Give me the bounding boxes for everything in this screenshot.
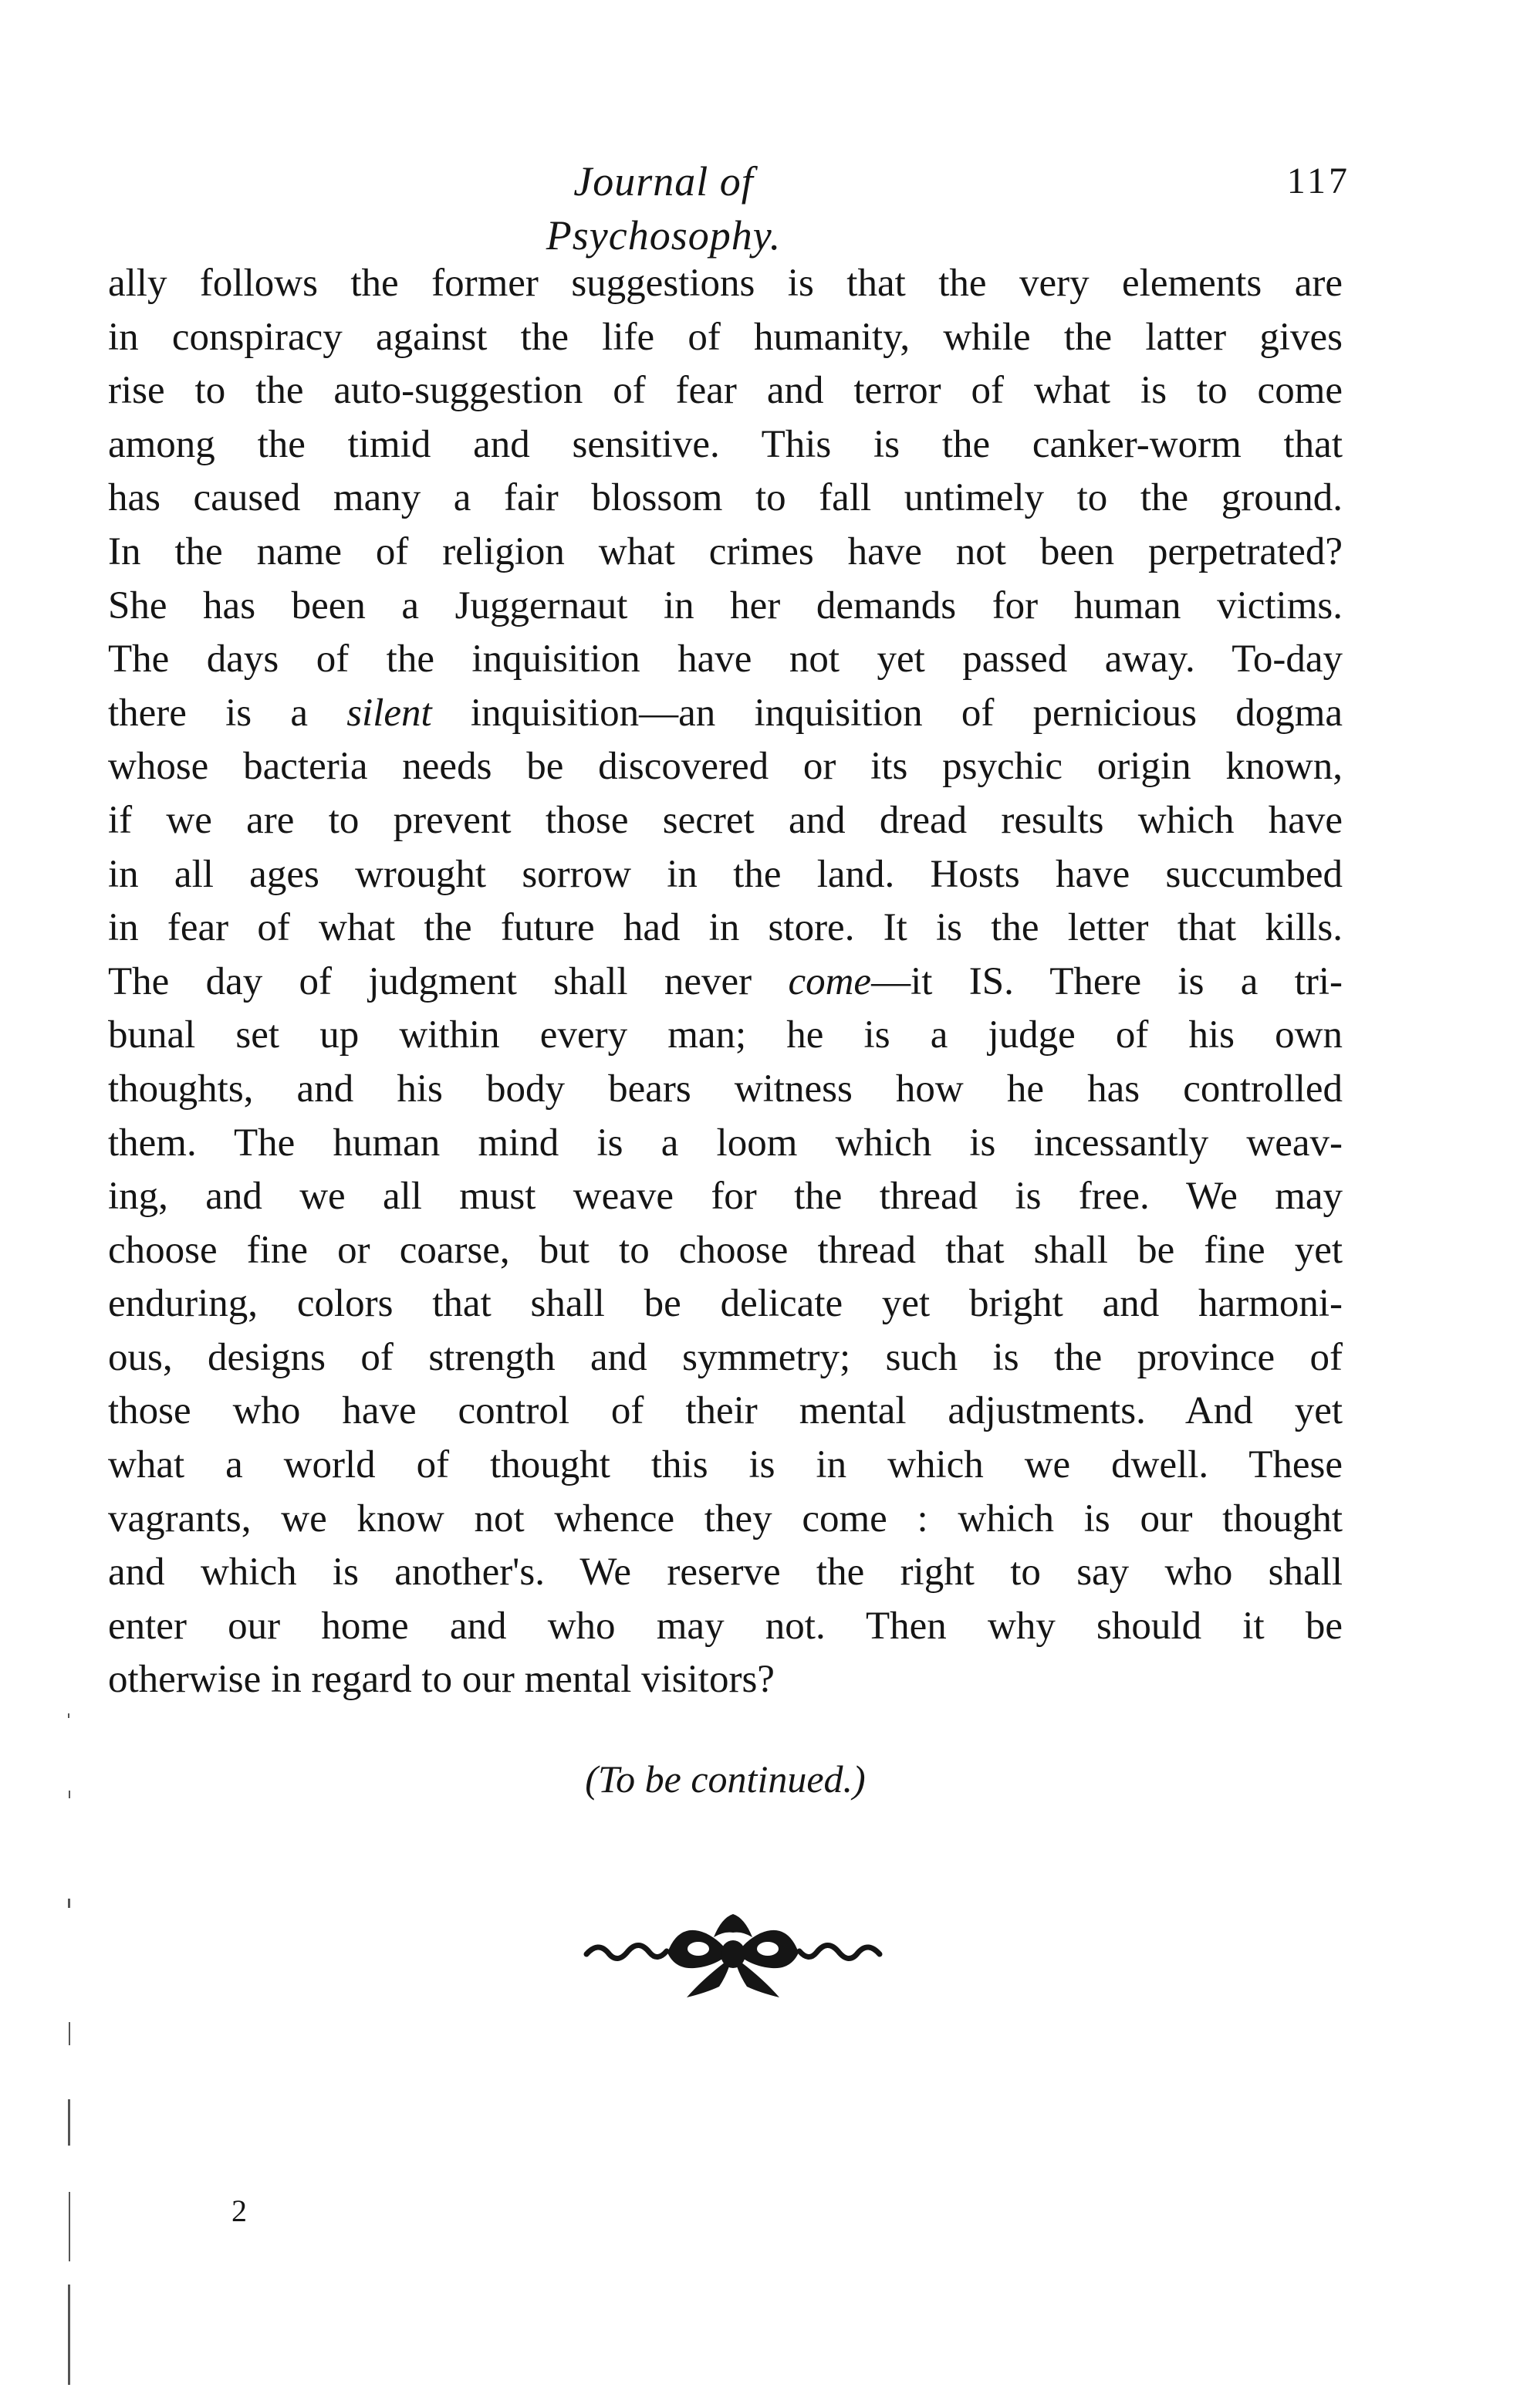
text-line: in fear of what the future had in store. It is the letter that kills. xyxy=(108,906,1343,950)
text-line: those who have control of their mental adjustments. And yet xyxy=(108,1389,1343,1433)
text-line: thoughts, and his body bears witness how he has controlled xyxy=(108,1067,1343,1111)
text-line: has caused many a fair blossom to fall untimely to the ground. xyxy=(108,476,1343,520)
text-line: In the name of religion what crimes have not been perpetrated? xyxy=(108,529,1343,573)
text-segment: there is a xyxy=(108,691,347,735)
text-line: vagrants, we know not whence they come : which is our thought xyxy=(108,1497,1343,1541)
text-line: enduring, colors that shall be delicate yet bright and harmoni- xyxy=(108,1282,1343,1326)
italic-emphasis: come xyxy=(788,959,872,1003)
text-line: bunal set up within every man; he is a judge of his own xyxy=(108,1013,1343,1057)
text-segment: —it IS. There is a tri- xyxy=(871,959,1343,1003)
text-line: in conspiracy against the life of humanity, while the latter gives xyxy=(108,315,1343,359)
text-line: among the timid and sensitive. This is the canker-worm that xyxy=(108,422,1343,466)
running-head xyxy=(108,154,1366,259)
text-line: and which is another's. We reserve the right to say who shall xyxy=(108,1551,1343,1595)
text-line: in all ages wrought sorrow in the land. Hosts have succumbed xyxy=(108,852,1343,896)
page-number: 117 xyxy=(1286,161,1350,201)
ribbon-bow-icon xyxy=(571,1906,895,2007)
text-line: what a world of thought this is in which we dwell. These xyxy=(108,1443,1343,1487)
text-line: The days of the inquisition have not yet passed away. To-day xyxy=(108,638,1343,681)
text-line: ally follows the former suggestions is that the very elements are xyxy=(108,262,1343,305)
text-line: if we are to prevent those secret and dread results which have xyxy=(108,798,1343,842)
body-text xyxy=(108,257,1343,1707)
text-line: ous, designs of strength and symmetry; such is the province of xyxy=(108,1335,1343,1379)
text-line: whose bacteria needs be discovered or its psychic origin known, xyxy=(108,745,1343,789)
text-line: them. The human mind is a loom which is incessantly weav- xyxy=(108,1121,1343,1165)
text-line: ing, and we all must weave for the thread is free. We may xyxy=(108,1175,1343,1219)
text-line xyxy=(108,687,1343,741)
italic-emphasis: silent xyxy=(346,691,432,735)
journal-title: Journal of Psychosophy. xyxy=(546,158,782,259)
scan-edge-marks xyxy=(62,1698,77,2393)
text-segment: inquisition—an inquisition of pernicious dogma xyxy=(431,691,1343,735)
text-line: choose fine or coarse, but to choose thread that shall be fine yet xyxy=(108,1228,1343,1272)
text-line: enter our home and who may not. Then why should it be xyxy=(108,1604,1343,1648)
signature-mark: 2 xyxy=(231,2193,247,2228)
continued-note: (To be continued.) xyxy=(585,1757,866,1801)
text-segment: The day of judgment shall never xyxy=(108,959,789,1003)
text-line xyxy=(108,955,1343,1010)
text-line: rise to the auto-suggestion of fear and terror of what is to come xyxy=(108,369,1343,413)
text-line: otherwise in regard to our mental visitors? xyxy=(108,1658,775,1702)
text-line: She has been a Juggernaut in her demands for human victims. xyxy=(108,583,1343,627)
